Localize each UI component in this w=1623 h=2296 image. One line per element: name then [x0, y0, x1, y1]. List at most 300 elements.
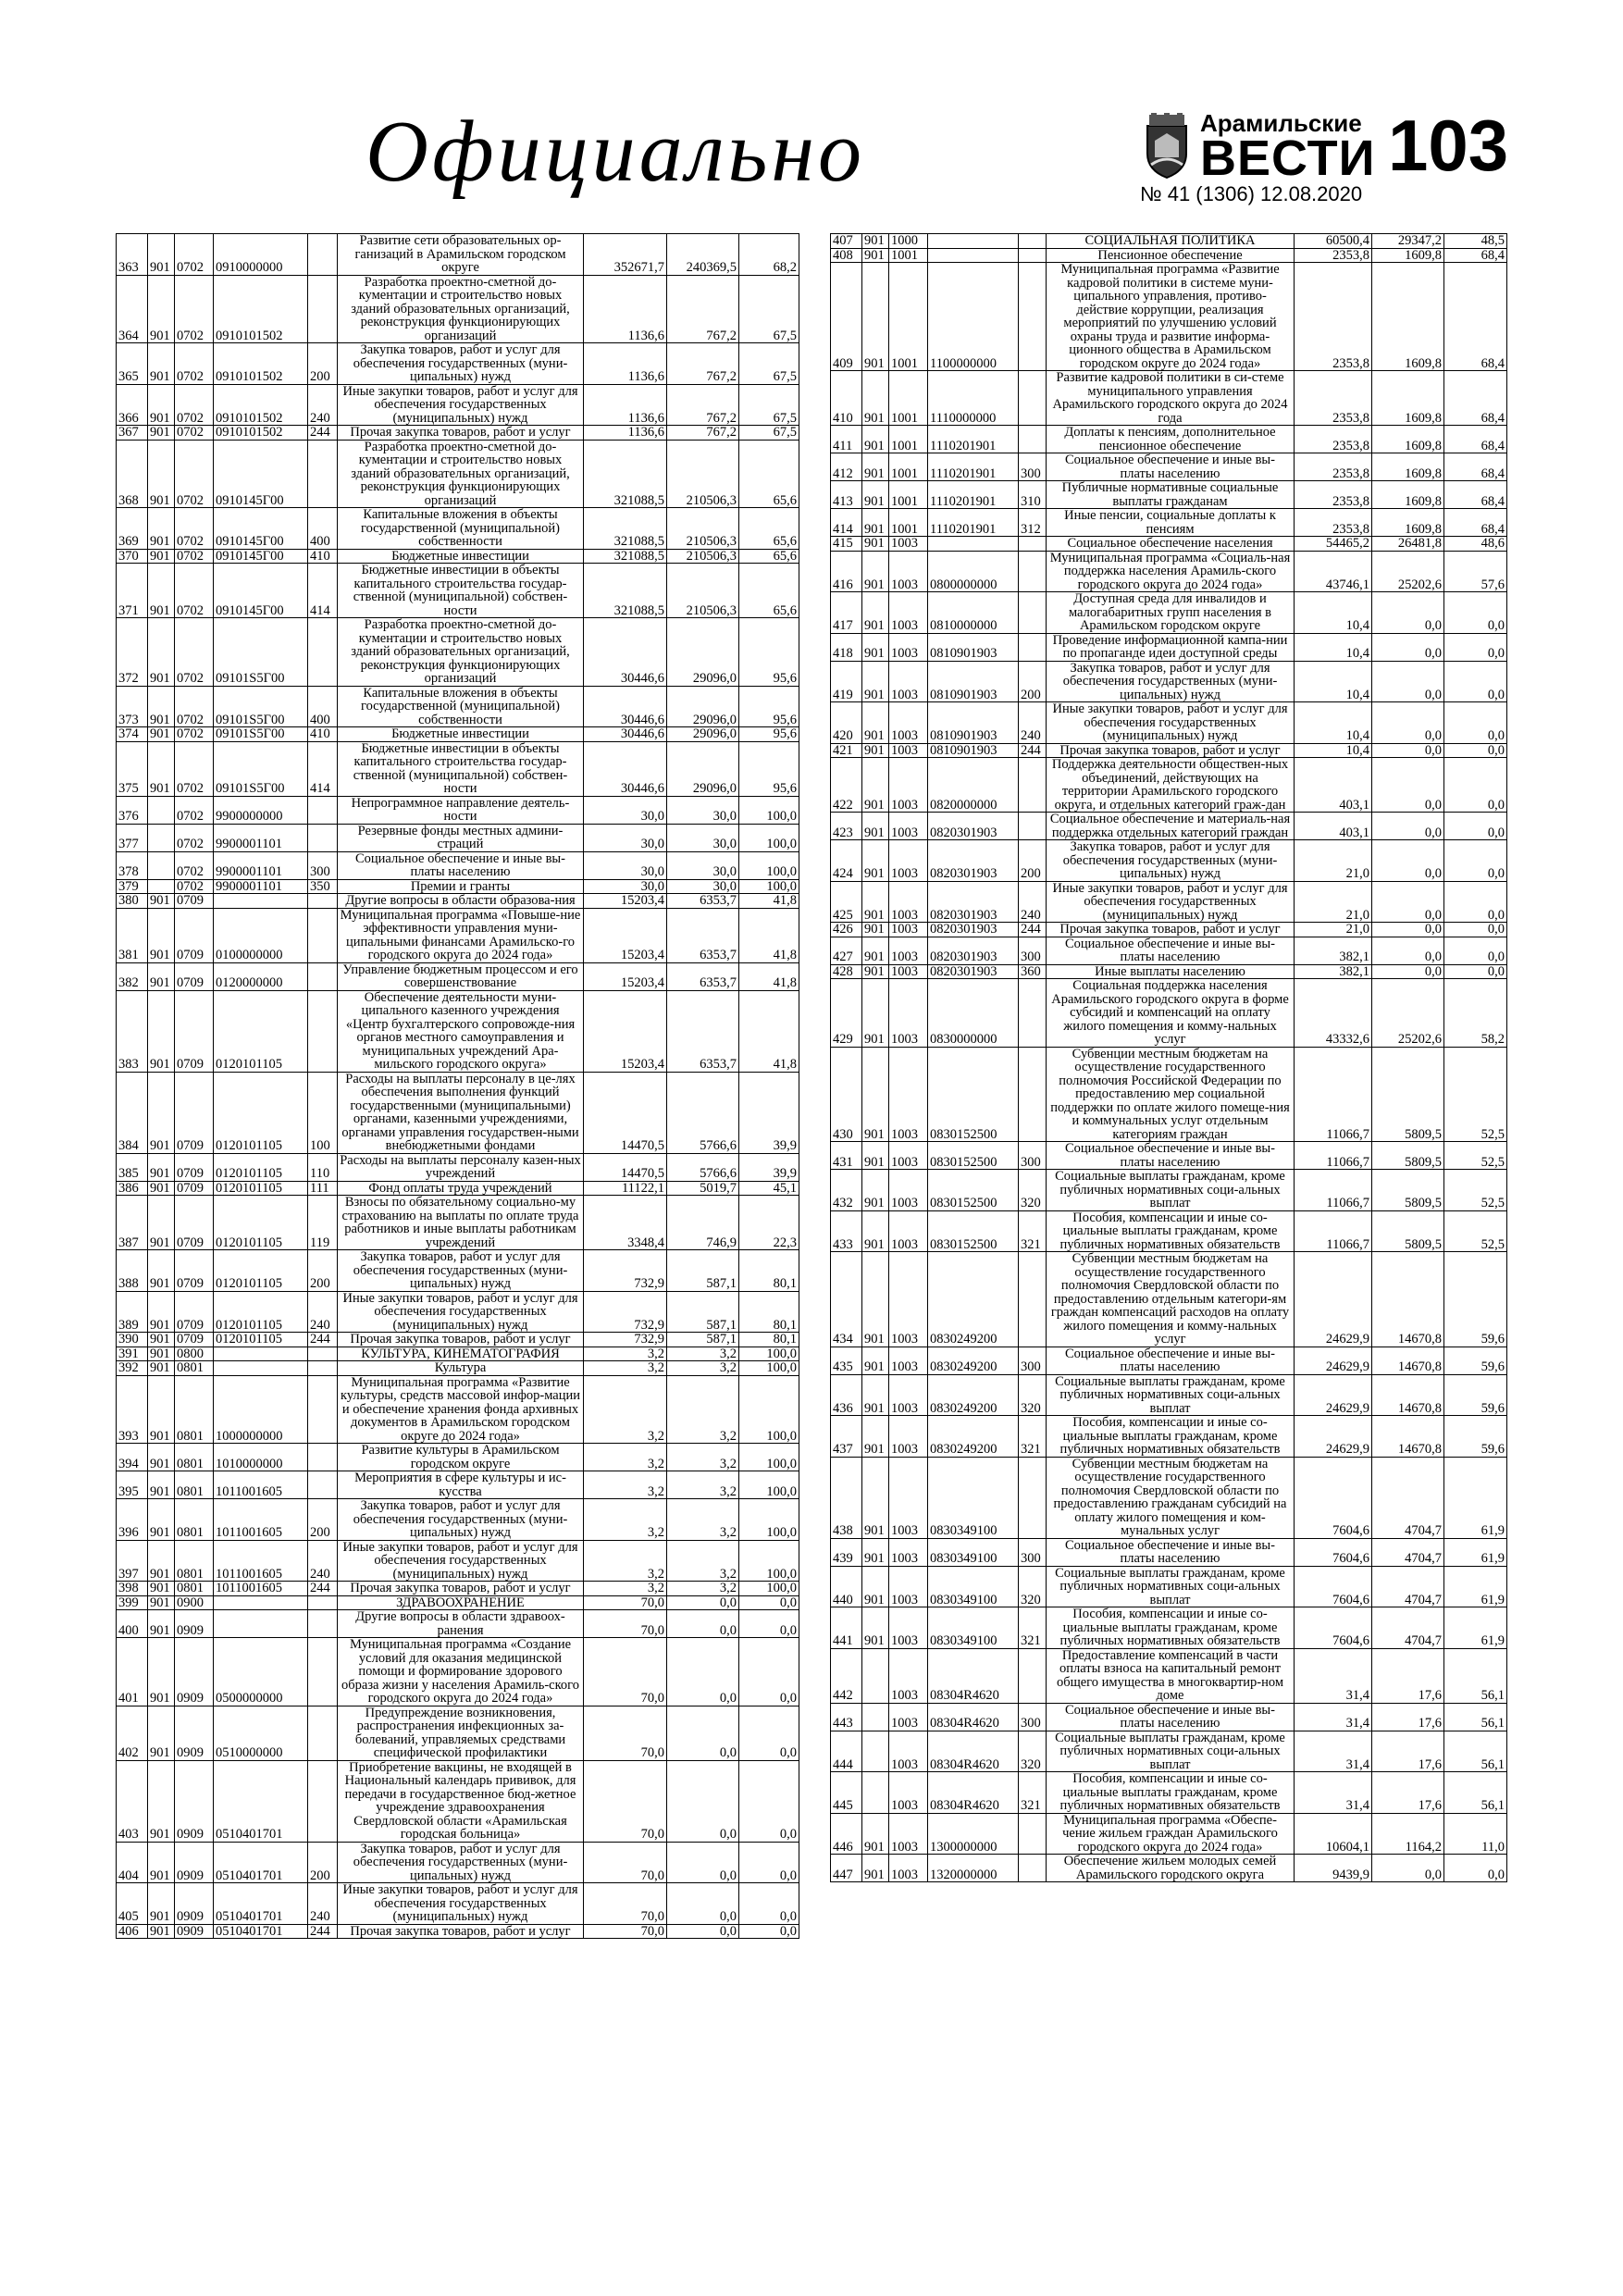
- planned-amount: 30,0: [584, 824, 667, 851]
- ministry-code: 901: [862, 1210, 889, 1252]
- row-number: 434: [831, 1252, 862, 1347]
- executed-amount: 0,0: [1372, 923, 1444, 937]
- target-item-code: 1110201901: [928, 509, 1019, 537]
- table-row: [831, 1252, 1507, 1347]
- expense-type-code: [1019, 263, 1047, 371]
- section-code: 1003: [889, 1416, 928, 1458]
- expense-type-code: [308, 1610, 338, 1638]
- section-code: 1001: [889, 481, 928, 509]
- table-row: [117, 796, 799, 824]
- table-row: [117, 1347, 799, 1361]
- planned-amount: 24629,9: [1295, 1252, 1372, 1347]
- executed-amount: 3,2: [667, 1347, 739, 1361]
- ministry-code: 901: [862, 1457, 889, 1538]
- row-number: 430: [831, 1047, 862, 1142]
- executed-amount: 0,0: [1372, 592, 1444, 634]
- executed-amount: 25202,6: [1372, 979, 1444, 1048]
- execution-percent: 48,6: [1444, 537, 1507, 552]
- executed-amount: 1609,8: [1372, 263, 1444, 371]
- row-number: 426: [831, 923, 862, 937]
- page-number: 103: [1388, 105, 1509, 186]
- table-row: [831, 371, 1507, 426]
- executed-amount: 26481,8: [1372, 537, 1444, 552]
- row-number: 364: [117, 275, 148, 343]
- target-item-code: 1011001605: [214, 1582, 308, 1596]
- executed-amount: 6353,7: [667, 962, 739, 990]
- expense-type-code: 244: [308, 1333, 338, 1347]
- planned-amount: 10,4: [1295, 702, 1372, 744]
- section-code: 0801: [175, 1444, 214, 1471]
- target-item-code: 1010000000: [214, 1444, 308, 1471]
- expense-type-code: 414: [308, 741, 338, 796]
- table-row: [831, 1607, 1507, 1649]
- row-number: 399: [117, 1595, 148, 1610]
- section-code: 1003: [889, 592, 928, 634]
- planned-amount: 30446,6: [584, 686, 667, 727]
- ministry-code: 901: [862, 1374, 889, 1416]
- section-code: 0800: [175, 1347, 214, 1361]
- planned-amount: 30446,6: [584, 727, 667, 742]
- target-item-code: 1011001605: [214, 1540, 308, 1582]
- ministry-code: [148, 879, 175, 894]
- target-item-code: 0910101502: [214, 275, 308, 343]
- executed-amount: 3,2: [667, 1361, 739, 1376]
- ministry-code: 901: [148, 234, 175, 276]
- newspaper-name-main: ВЕСТИ: [1200, 130, 1376, 186]
- planned-amount: 1136,6: [584, 275, 667, 343]
- planned-amount: 3,2: [584, 1471, 667, 1499]
- expense-type-code: [1019, 1252, 1047, 1347]
- section-code: 1001: [889, 453, 928, 481]
- item-name: Обеспечение деятельности муни-ципального казенного учреждения «Центр бухгалтерского сопровожде-ния органов местного самоуправления и муниципальных учреждений Ара-мильского городского округа»: [338, 990, 584, 1072]
- section-code: 0709: [175, 894, 214, 909]
- ministry-code: 901: [148, 1924, 175, 1939]
- item-name: Развитие культуры в Арамильском городском округе: [338, 1444, 584, 1471]
- executed-amount: 29096,0: [667, 741, 739, 796]
- section-code: 1001: [889, 371, 928, 426]
- row-number: 390: [117, 1333, 148, 1347]
- executed-amount: 0,0: [1372, 661, 1444, 702]
- target-item-code: 0820301903: [928, 813, 1019, 840]
- table-row: [117, 686, 799, 727]
- planned-amount: 7604,6: [1295, 1538, 1372, 1566]
- item-name: Капитальные вложения в объекты государственной (муниципальной) собственности: [338, 508, 584, 550]
- row-number: 421: [831, 743, 862, 758]
- table-row: [117, 851, 799, 879]
- item-name: Пособия, компенсации и иные со-циальные выплаты гражданам, кроме публичных нормативных обязательств: [1047, 1416, 1295, 1458]
- planned-amount: 321088,5: [584, 508, 667, 550]
- row-number: 428: [831, 964, 862, 979]
- table-row: [117, 1444, 799, 1471]
- row-number: 378: [117, 851, 148, 879]
- execution-percent: 0,0: [1444, 1855, 1507, 1882]
- coat-of-arms-icon: [1140, 113, 1194, 180]
- planned-amount: 14470,5: [584, 1072, 667, 1153]
- row-number: 386: [117, 1181, 148, 1196]
- execution-percent: 100,0: [739, 879, 799, 894]
- item-name: Прочая закупка товаров, работ и услуг: [1047, 923, 1295, 937]
- expense-type-code: [308, 990, 338, 1072]
- target-item-code: 1110000000: [928, 371, 1019, 426]
- expense-type-code: [308, 894, 338, 909]
- expense-type-code: 240: [1019, 881, 1047, 923]
- row-number: 379: [117, 879, 148, 894]
- item-name: Расходы на выплаты персоналу казен-ных учреждений: [338, 1153, 584, 1181]
- target-item-code: [214, 1610, 308, 1638]
- target-item-code: 09101S5Г00: [214, 727, 308, 742]
- target-item-code: 1000000000: [214, 1375, 308, 1444]
- planned-amount: 9439,9: [1295, 1855, 1372, 1882]
- planned-amount: 732,9: [584, 1291, 667, 1333]
- section-code: 0801: [175, 1361, 214, 1376]
- item-name: ЗДРАВООХРАНЕНИЕ: [338, 1595, 584, 1610]
- table-row: [831, 1347, 1507, 1374]
- ministry-code: 901: [148, 1760, 175, 1842]
- executed-amount: 29096,0: [667, 618, 739, 687]
- item-name: Другие вопросы в области образова-ния: [338, 894, 584, 909]
- ministry-code: 901: [148, 1842, 175, 1883]
- row-number: 401: [117, 1638, 148, 1706]
- ministry-code: 901: [148, 1499, 175, 1541]
- ministry-code: 901: [148, 686, 175, 727]
- row-number: 425: [831, 881, 862, 923]
- expense-type-code: [1019, 248, 1047, 263]
- table-row: [117, 1471, 799, 1499]
- planned-amount: 15203,4: [584, 962, 667, 990]
- budget-table-left: [116, 233, 799, 1939]
- ministry-code: 901: [148, 440, 175, 508]
- execution-percent: 100,0: [739, 1540, 799, 1582]
- executed-amount: 14670,8: [1372, 1416, 1444, 1458]
- ministry-code: 901: [862, 537, 889, 552]
- ministry-code: 901: [862, 813, 889, 840]
- execution-percent: 0,0: [1444, 964, 1507, 979]
- row-number: 436: [831, 1374, 862, 1416]
- planned-amount: 70,0: [584, 1610, 667, 1638]
- table-row: [117, 564, 799, 618]
- item-name: Пособия, компенсации и иные со-циальные выплаты гражданам, кроме публичных нормативных обязательств: [1047, 1772, 1295, 1814]
- target-item-code: [928, 537, 1019, 552]
- item-name: Иные закупки товаров, работ и услуг для обеспечения государственных (муниципальных) нужд: [1047, 881, 1295, 923]
- expense-type-code: [308, 908, 338, 962]
- item-name: Прочая закупка товаров, работ и услуг: [338, 1924, 584, 1939]
- section-code: 0702: [175, 549, 214, 564]
- row-number: 365: [117, 343, 148, 385]
- ministry-code: 901: [862, 1855, 889, 1882]
- planned-amount: 21,0: [1295, 840, 1372, 882]
- table-row: [117, 1706, 799, 1760]
- executed-amount: 0,0: [667, 1842, 739, 1883]
- ministry-code: 901: [862, 1607, 889, 1649]
- expense-type-code: [308, 1595, 338, 1610]
- item-name: КУЛЬТУРА, КИНЕМАТОГРАФИЯ: [338, 1347, 584, 1361]
- table-row: [117, 1610, 799, 1638]
- execution-percent: 95,6: [739, 618, 799, 687]
- ministry-code: 901: [862, 702, 889, 744]
- item-name: Разработка проектно-сметной до-кументации и строительство новых зданий образовательных организаций, реконструкция функционирующих организаций: [338, 440, 584, 508]
- expense-type-code: 244: [1019, 923, 1047, 937]
- expense-type-code: 200: [308, 1842, 338, 1883]
- item-name: Резервные фонды местных админи-страций: [338, 824, 584, 851]
- table-row: [831, 661, 1507, 702]
- table-row: [831, 1855, 1507, 1882]
- ministry-code: 901: [148, 426, 175, 441]
- expense-type-code: [1019, 633, 1047, 661]
- ministry-code: 901: [148, 508, 175, 550]
- execution-percent: 68,4: [1444, 371, 1507, 426]
- target-item-code: 08304R4620: [928, 1703, 1019, 1731]
- item-name: Социальное обеспечение населения: [1047, 537, 1295, 552]
- table-row: [831, 1703, 1507, 1731]
- row-number: 429: [831, 979, 862, 1048]
- table-row: [831, 481, 1507, 509]
- table-row: [831, 1813, 1507, 1855]
- row-number: 423: [831, 813, 862, 840]
- section-code: 0709: [175, 1333, 214, 1347]
- executed-amount: 5766,6: [667, 1153, 739, 1181]
- executed-amount: 0,0: [667, 1760, 739, 1842]
- target-item-code: 09101S5Г00: [214, 741, 308, 796]
- item-name: Закупка товаров, работ и услуг для обеспечения государственных (муни-ципальных) нужд: [338, 1499, 584, 1541]
- planned-amount: 10,4: [1295, 633, 1372, 661]
- row-number: 370: [117, 549, 148, 564]
- executed-amount: 767,2: [667, 384, 739, 426]
- section-code: 0702: [175, 384, 214, 426]
- expense-type-code: [308, 1471, 338, 1499]
- item-name: Взносы по обязательному социально-му страхованию на выплаты по оплате труда работников и иные выплаты работникам учреждений: [338, 1196, 584, 1250]
- section-code: 1003: [889, 1648, 928, 1703]
- planned-amount: 31,4: [1295, 1703, 1372, 1731]
- planned-amount: 3,2: [584, 1375, 667, 1444]
- executed-amount: 0,0: [1372, 964, 1444, 979]
- item-name: Иные пенсии, социальные доплаты к пенсиям: [1047, 509, 1295, 537]
- execution-percent: 61,9: [1444, 1566, 1507, 1607]
- table-row: [117, 440, 799, 508]
- execution-percent: 56,1: [1444, 1648, 1507, 1703]
- execution-percent: 59,6: [1444, 1347, 1507, 1374]
- item-name: Иные закупки товаров, работ и услуг для обеспечения государственных (муниципальных) нужд: [338, 384, 584, 426]
- ministry-code: 901: [148, 894, 175, 909]
- planned-amount: 24629,9: [1295, 1416, 1372, 1458]
- executed-amount: 0,0: [1372, 758, 1444, 813]
- item-name: Доступная среда для инвалидов и малогабаритных групп населения в Арамильском городском округе: [1047, 592, 1295, 634]
- table-row: [117, 1540, 799, 1582]
- section-code: 0702: [175, 796, 214, 824]
- target-item-code: 1110201901: [928, 426, 1019, 453]
- section-code: 0702: [175, 426, 214, 441]
- item-name: Социальное обеспечение и иные вы-платы населению: [338, 851, 584, 879]
- row-number: 441: [831, 1607, 862, 1649]
- item-name: Проведение информационной кампа-нии по пропаганде идеи доступной среды: [1047, 633, 1295, 661]
- ministry-code: 901: [148, 1250, 175, 1292]
- expense-type-code: 100: [308, 1072, 338, 1153]
- expense-type-code: 350: [308, 879, 338, 894]
- section-code: 1001: [889, 426, 928, 453]
- executed-amount: 0,0: [667, 1883, 739, 1925]
- ministry-code: 901: [862, 1538, 889, 1566]
- row-number: 408: [831, 248, 862, 263]
- ministry-code: 901: [862, 592, 889, 634]
- section-code: 0702: [175, 343, 214, 385]
- executed-amount: 0,0: [667, 1610, 739, 1638]
- ministry-code: 901: [148, 1291, 175, 1333]
- ministry-code: 901: [862, 248, 889, 263]
- planned-amount: 10,4: [1295, 592, 1372, 634]
- target-item-code: [928, 234, 1019, 249]
- target-item-code: 0910101502: [214, 426, 308, 441]
- section-code: 0801: [175, 1540, 214, 1582]
- execution-percent: 48,5: [1444, 234, 1507, 249]
- expense-type-code: 300: [1019, 453, 1047, 481]
- expense-type-code: [308, 1638, 338, 1706]
- planned-amount: 70,0: [584, 1595, 667, 1610]
- target-item-code: 0910145Г00: [214, 549, 308, 564]
- ministry-code: 901: [148, 1471, 175, 1499]
- expense-type-code: [1019, 1813, 1047, 1855]
- planned-amount: 2353,8: [1295, 426, 1372, 453]
- section-code: 1003: [889, 537, 928, 552]
- expense-type-code: 200: [1019, 661, 1047, 702]
- executed-amount: 0,0: [667, 1595, 739, 1610]
- executed-amount: 14670,8: [1372, 1347, 1444, 1374]
- table-row: [831, 248, 1507, 263]
- expense-type-code: [308, 824, 338, 851]
- executed-amount: 30,0: [667, 851, 739, 879]
- executed-amount: 30,0: [667, 824, 739, 851]
- ministry-code: 901: [862, 234, 889, 249]
- expense-type-code: 240: [308, 1291, 338, 1333]
- expense-type-code: [308, 618, 338, 687]
- executed-amount: 587,1: [667, 1250, 739, 1292]
- planned-amount: 732,9: [584, 1250, 667, 1292]
- item-name: Социальное обеспечение и иные вы-платы населению: [1047, 1703, 1295, 1731]
- expense-type-code: [308, 1375, 338, 1444]
- section-code: 1003: [889, 923, 928, 937]
- execution-percent: 0,0: [1444, 758, 1507, 813]
- item-name: Социальные выплаты гражданам, кроме публичных нормативных соци-альных выплат: [1047, 1374, 1295, 1416]
- section-code: 1003: [889, 1170, 928, 1211]
- ministry-code: 901: [148, 1610, 175, 1638]
- section-code: 1003: [889, 1374, 928, 1416]
- expense-type-code: 360: [1019, 964, 1047, 979]
- executed-amount: 1609,8: [1372, 509, 1444, 537]
- execution-percent: 45,1: [739, 1181, 799, 1196]
- planned-amount: 11066,7: [1295, 1047, 1372, 1142]
- planned-amount: 15203,4: [584, 894, 667, 909]
- planned-amount: 31,4: [1295, 1648, 1372, 1703]
- expense-type-code: [1019, 1047, 1047, 1142]
- executed-amount: 0,0: [1372, 937, 1444, 964]
- section-code: 0909: [175, 1883, 214, 1925]
- expense-type-code: 119: [308, 1196, 338, 1250]
- execution-percent: 0,0: [1444, 702, 1507, 744]
- section-title: Официально: [365, 104, 866, 200]
- newspaper-name-top: Арамильские: [1200, 109, 1362, 137]
- item-name: Социальная поддержка населения Арамильского городского округа в форме субсидий и компенсаций на оплату жилого помещения и комму-нальных услуг: [1047, 979, 1295, 1048]
- table-row: [831, 1047, 1507, 1142]
- execution-percent: 68,2: [739, 234, 799, 276]
- expense-type-code: 244: [1019, 743, 1047, 758]
- execution-percent: 0,0: [1444, 592, 1507, 634]
- ministry-code: 901: [862, 937, 889, 964]
- planned-amount: 31,4: [1295, 1731, 1372, 1772]
- section-code: 1003: [889, 1566, 928, 1607]
- row-number: 427: [831, 937, 862, 964]
- expense-type-code: 244: [308, 1582, 338, 1596]
- row-number: 392: [117, 1361, 148, 1376]
- planned-amount: 3,2: [584, 1444, 667, 1471]
- row-number: 420: [831, 702, 862, 744]
- item-name: Субвенции местным бюджетам на осуществление государственного полномочия Свердловской области по предоставлению гражданам субсидий на оплату жилого помещения и ком-мунальных услуг: [1047, 1457, 1295, 1538]
- ministry-code: 901: [148, 908, 175, 962]
- target-item-code: 0510000000: [214, 1706, 308, 1760]
- item-name: Муниципальная программа «Повыше-ние эффективности управления муни-ципальными финансами Арамильско-го городского округа до 2024 года»: [338, 908, 584, 962]
- section-code: 0909: [175, 1610, 214, 1638]
- target-item-code: 0830249200: [928, 1416, 1019, 1458]
- execution-percent: 56,1: [1444, 1731, 1507, 1772]
- row-number: 393: [117, 1375, 148, 1444]
- expense-type-code: [308, 1361, 338, 1376]
- section-code: 1003: [889, 1855, 928, 1882]
- expense-type-code: [308, 1760, 338, 1842]
- expense-type-code: 320: [1019, 1731, 1047, 1772]
- planned-amount: 2353,8: [1295, 453, 1372, 481]
- target-item-code: 0800000000: [928, 551, 1019, 592]
- execution-percent: 80,1: [739, 1291, 799, 1333]
- expense-type-code: [308, 1347, 338, 1361]
- planned-amount: 24629,9: [1295, 1347, 1372, 1374]
- executed-amount: 14670,8: [1372, 1252, 1444, 1347]
- execution-percent: 0,0: [739, 1595, 799, 1610]
- table-row: [117, 426, 799, 441]
- ministry-code: 901: [862, 453, 889, 481]
- target-item-code: 0510401701: [214, 1883, 308, 1925]
- target-item-code: 1300000000: [928, 1813, 1019, 1855]
- row-number: 400: [117, 1610, 148, 1638]
- table-row: [831, 743, 1507, 758]
- execution-percent: 0,0: [1444, 813, 1507, 840]
- ministry-code: 901: [862, 1347, 889, 1374]
- ministry-code: 901: [148, 1361, 175, 1376]
- table-row: [117, 1333, 799, 1347]
- table-row: [831, 1374, 1507, 1416]
- planned-amount: 30,0: [584, 879, 667, 894]
- table-row: [117, 234, 799, 276]
- item-name: Закупка товаров, работ и услуг для обеспечения государственных (муни-ципальных) нужд: [1047, 840, 1295, 882]
- item-name: Закупка товаров, работ и услуг для обеспечения государственных (муни-ципальных) нужд: [338, 1842, 584, 1883]
- execution-percent: 58,2: [1444, 979, 1507, 1048]
- expense-type-code: 300: [1019, 1347, 1047, 1374]
- table-row: [117, 1181, 799, 1196]
- expense-type-code: [1019, 1648, 1047, 1703]
- target-item-code: [214, 894, 308, 909]
- item-name: Иные закупки товаров, работ и услуг для обеспечения государственных (муниципальных) нужд: [1047, 702, 1295, 744]
- ministry-code: 901: [148, 1883, 175, 1925]
- section-code: 1003: [889, 1047, 928, 1142]
- executed-amount: 5809,5: [1372, 1142, 1444, 1170]
- executed-amount: 0,0: [1372, 1855, 1444, 1882]
- section-code: 1003: [889, 1607, 928, 1649]
- target-item-code: 0120101105: [214, 990, 308, 1072]
- executed-amount: 3,2: [667, 1471, 739, 1499]
- table-row: [117, 1595, 799, 1610]
- section-code: 1003: [889, 1252, 928, 1347]
- execution-percent: 52,5: [1444, 1170, 1507, 1211]
- planned-amount: 21,0: [1295, 881, 1372, 923]
- target-item-code: 0830349100: [928, 1607, 1019, 1649]
- table-row: [831, 234, 1507, 249]
- table-row: [831, 509, 1507, 537]
